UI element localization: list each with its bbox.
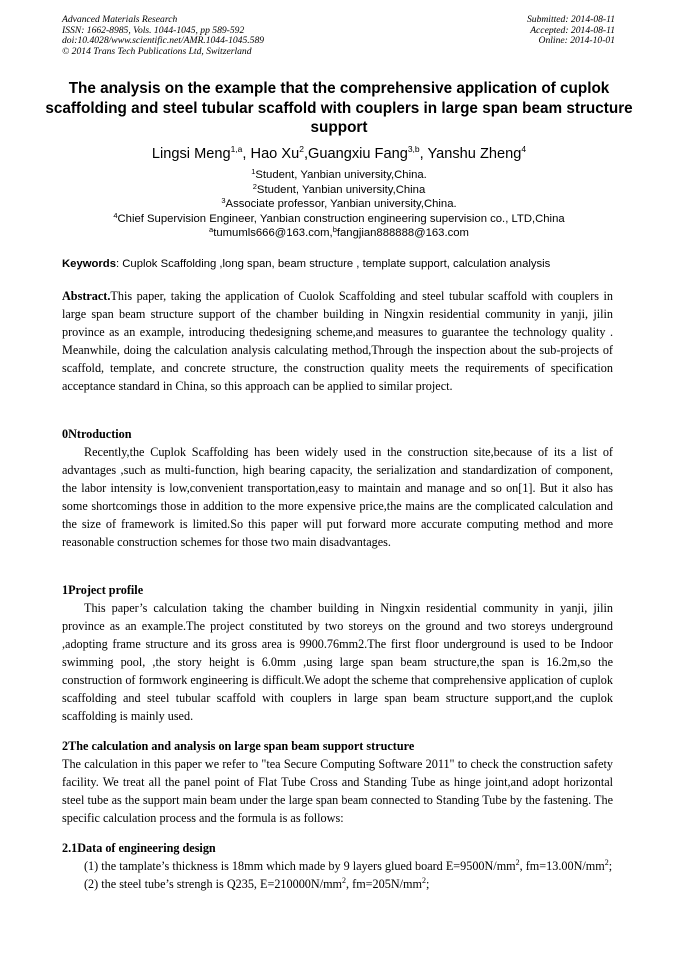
section-heading: 0Ntroduction bbox=[62, 427, 132, 441]
journal-header-right bbox=[527, 15, 615, 47]
section-calculation bbox=[62, 737, 613, 827]
author-sup: 3,b bbox=[407, 144, 420, 154]
design-item-text: ; bbox=[425, 877, 430, 891]
affiliation-text: Student, Yanbian university,China. bbox=[255, 169, 427, 181]
journal-name: Advanced Materials Research bbox=[62, 14, 178, 25]
design-item-text: , fm=205N/mm bbox=[346, 877, 422, 891]
affiliation-text: Associate professor, Yanbian university,China. bbox=[225, 198, 457, 210]
affiliation-sup: 2 bbox=[252, 181, 257, 191]
affiliations bbox=[0, 168, 678, 241]
design-item-sup: 2 bbox=[604, 858, 609, 867]
design-item-text: , fm=13.00N/mm bbox=[519, 859, 605, 873]
section-heading: 2.1Data of engineering design bbox=[62, 841, 216, 855]
author-name: Lingsi Meng bbox=[151, 146, 231, 162]
design-item-2 bbox=[62, 875, 613, 893]
design-item-sup: 2 bbox=[342, 876, 347, 885]
affiliation-sup: 1 bbox=[251, 167, 256, 176]
section-paragraph: This paper’s calculation taking the chamber building in Ningxin residential community in yanji, jilin province as an example.The project constituted by two storeys on the ground and two storeys underground ,adopting frame structure and its gross area is 9900.76mm2.The first floor underground is used to be Indoor swimming pool, ,the story height is 6.0mm ,using large span beam structure,the span is 16.2m,so the construction of formwork engineering is difficult.We adopt the scheme that comprehensive application of cuplok scaffolding and steel tubular scaffold with couplers in large span beam structure support,and the cuplok scaffolding is mainly used. bbox=[62, 601, 613, 723]
affiliation bbox=[0, 183, 678, 198]
design-item-1 bbox=[62, 857, 613, 875]
design-item-text: (1) the tamplate’s thickness is 18mm which made by 9 layers glued board E=9500N/mm bbox=[84, 859, 516, 873]
section-paragraph: Recently,the Cuplok Scaffolding has been widely used in the construction site,because of its a list of advantages ,such as multi-function, high bearing capacity, the serialization and standardization of component, the labor intensity is low,convenient transportation,easy to maintain and manage and so on[1]. But it also has some shortcomings those in addition to the more expensive price,the mains are the complicated calculation and the size of framework is limited.So this paper will put forward more accurate computing method and more reasonable construction schemes for those two main disadvantages. bbox=[62, 445, 613, 549]
keywords bbox=[62, 257, 622, 272]
author-sup: 1,a bbox=[230, 144, 243, 154]
design-item-text: ; bbox=[608, 859, 613, 873]
journal-header-left bbox=[62, 15, 264, 57]
submitted-date: Submitted: 2014-08-11 bbox=[526, 14, 615, 25]
author-name: Hao Xu bbox=[250, 146, 300, 162]
section-introduction bbox=[62, 425, 613, 551]
section-heading: 2The calculation and analysis on large span beam support structure bbox=[62, 739, 415, 753]
abstract-label: Abstract. bbox=[62, 289, 111, 303]
email-sup: a bbox=[209, 225, 214, 234]
affiliation-sup: 3 bbox=[221, 196, 226, 205]
email-sup: b bbox=[332, 225, 337, 234]
design-item-sup: 2 bbox=[515, 858, 520, 867]
keywords-text: : Cuplok Scaffolding ,long span, beam structure , template support, calculation analysis bbox=[116, 258, 551, 270]
design-item-text: (2) the steel tube’s strengh is Q235, E=210000N/mm bbox=[84, 877, 343, 891]
journal-doi: doi:10.4028/www.scientific.net/AMR.1044-1045.589 bbox=[62, 35, 265, 47]
author-sup: 2 bbox=[299, 144, 304, 154]
section-project-profile bbox=[62, 581, 613, 725]
author-name: Yanshu Zheng bbox=[427, 146, 522, 162]
paper-title: The analysis on the example that the comprehensive application of cuplok scaffolding and steel tubular scaffold with couplers in large span beam structure support bbox=[45, 80, 633, 136]
affiliation-sup: 4 bbox=[113, 210, 118, 220]
section-paragraph: The calculation in this paper we refer to "tea Secure Computing Software 2011" to check the construction safety facility. We treat all the panel point of Flat Tube Cross and Standing Tube as hinge joint,and adopt horizontal steel tube as the support main beam under the large span beam connected to Standing Tube by the fastening. The specific calculation process and the formula is as follows: bbox=[62, 757, 613, 825]
author-list: Lingsi Meng$^{1,a}$, Hao Xu$^2$,Guangxiu Fang$^{3,b}$, Yanshu Zheng$^4$ bbox=[151, 144, 527, 162]
keywords-label: Keywords bbox=[62, 258, 116, 270]
author-name: Guangxiu Fang bbox=[308, 146, 408, 162]
abstract bbox=[62, 287, 613, 395]
affiliation-text: Chief Supervision Engineer, Yanbian construction engineering supervision co., LTD,China bbox=[117, 212, 565, 225]
journal-issn: ISSN: 1662-8985, Vols. 1044-1045, pp 589-592 bbox=[62, 24, 245, 36]
email-link[interactable]: tumumls666@163.com, bbox=[213, 227, 333, 239]
section-heading: 1Project profile bbox=[62, 583, 144, 597]
author-sup: 4 bbox=[521, 144, 527, 154]
design-item-sup: 2 bbox=[421, 876, 426, 885]
abstract-text: This paper, taking the application of Cuolok Scaffolding and steel tubular scaffold with couplers in large span beam structure support of the chamber building in Ningxin residential community in yanji, jilin province as an example, introducing thedesigning scheme,and measures to guarantee the technology quality . Meanwhile, doing the calculation analysis calculating method,Through the inspection about the sub-projects of scaffold, template, and concrete structure, the construction quality meets the requirements of specification acceptance standard in China, so this approach can be applied to similar project. bbox=[62, 289, 613, 393]
accepted-date: Accepted: 2014-08-11 bbox=[530, 24, 615, 36]
affiliation bbox=[0, 212, 678, 227]
affiliation bbox=[0, 168, 678, 183]
affiliation-text: Student, Yanbian university,China bbox=[256, 183, 426, 196]
section-design-data bbox=[62, 839, 613, 893]
journal-copyright: © 2014 Trans Tech Publications Ltd, Switzerland bbox=[62, 45, 252, 57]
emails bbox=[0, 226, 678, 241]
affiliation bbox=[0, 197, 678, 212]
online-date: Online: 2014-10-01 bbox=[538, 35, 615, 47]
email-link[interactable]: fangjian888888@163.com bbox=[336, 227, 469, 239]
